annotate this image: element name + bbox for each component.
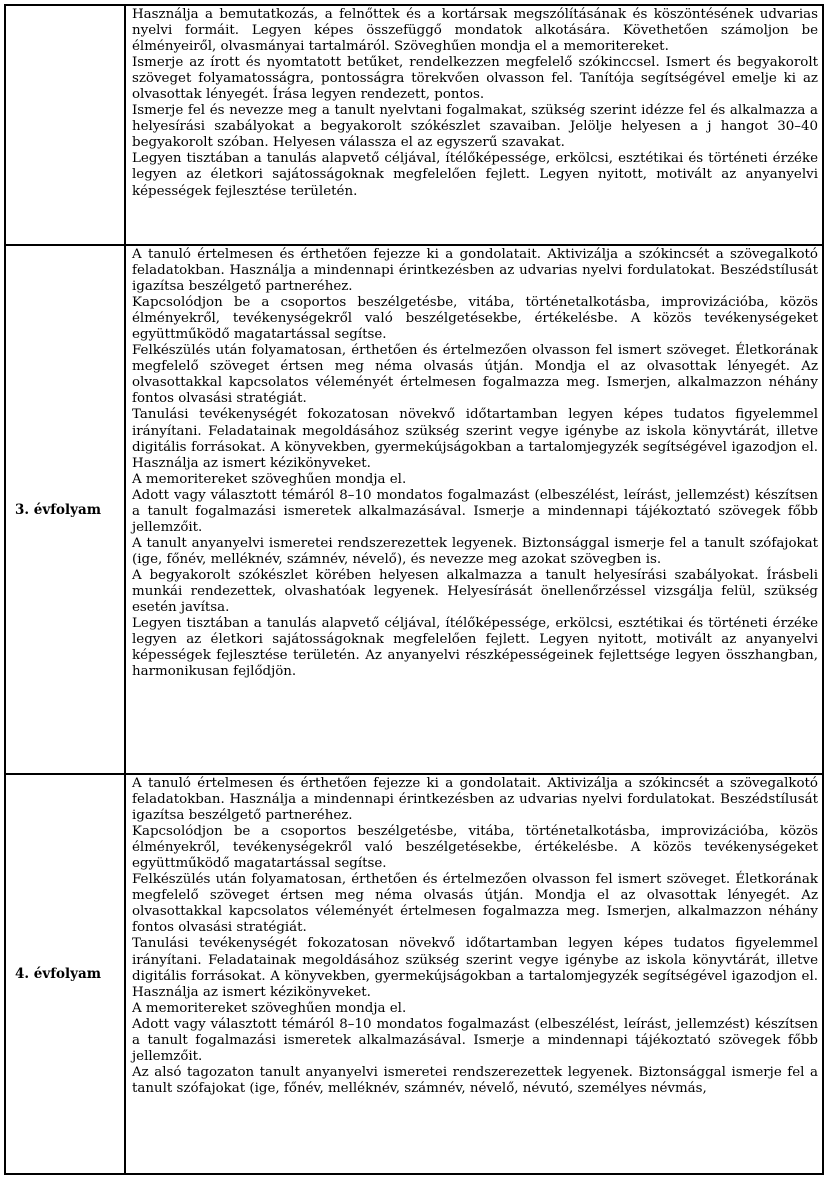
requirement-paragraph: Kapcsolódjon be a csoportos beszélgetésbe, vitába, történetalkotásba, improvizációba, közös élményekről, tevékenységekről való beszélgetésekbe, értékelésbe. A közös tevékenységeket együttműködő magatartással segítse. — [132, 824, 818, 872]
requirement-paragraph: Az alsó tagozaton tanult anyanyelvi ismeretei rendszerezettek legyenek. Biztonsággal ismerje fel a tanult szófajokat (ige, főnév, melléknév, számnév, névelő, névutó, személyes névmás, — [132, 1064, 818, 1096]
requirement-paragraph: A memoritereket szöveghűen mondja el. — [132, 1000, 407, 1016]
requirement-paragraph: Legyen tisztában a tanulás alapvető céljával, ítélőképessége, erkölcsi, esztétikai és történeti érzéke legyen az életkori sajátosságoknak megfelelően fejlett. Legyen nyitott, motivált az anyanyelvi képességek fejlesztése területén. — [132, 151, 818, 199]
requirement-paragraph: Ismerje fel és nevezze meg a tanult nyelvtani fogalmakat, szükség szerint idézze fel és alkalmazza a helyesírási szabályokat a begyakorolt szókészlet szavaiban. Jelölje helyesen a j hangot 30–40 begyakorolt szóban. Helyesen válassza el az egyszerű szavakat. — [132, 103, 818, 151]
requirement-paragraph: Tanulási tevékenységét fokozatosan növekvő időtartamban legyen képes tudatos figyelemmel irányítani. Feladatainak megoldásához szükség szerint vegye igénybe az iskola könyvtárát, illetve digitális forrásokat. A könyvekben, gyermekújságokban a tartalomjegyzék segítségével igazodjon el. Használja az ismert kézikönyveket. — [132, 936, 818, 1000]
requirement-paragraph: A tanuló értelmesen és érthetően fejezze ki a gondolatait. Aktivizálja a szókincsét a szövegalkotó feladatokban. Használja a mindennapi érintkezésben az udvarias nyelvi fordulatokat. Beszédstílusát igazítsa beszélgető partneréhez. — [132, 247, 818, 295]
table-row — [6, 775, 822, 1173]
requirement-paragraph: Felkészülés után folyamatosan, érthetően és értelmezően olvasson fel ismert szöveget. Életkorának megfelelő szöveget értsen meg néma olvasás útján. Mondja el az olvasottak lényegét. Az olvasottakkal kapcsolatos véleményét értelmesen fogalmazza meg. Ismerjen, alkalmazzon néhány fontos olvasási stratégiát. — [132, 343, 818, 407]
requirement-paragraph: Kapcsolódjon be a csoportos beszélgetésbe, vitába, történetalkotásba, improvizációba, közös élményekről, tevékenységekről való beszélgetésekbe, értékelésbe. A közös tevékenységeket együttműködő magatartással segítse. — [132, 295, 818, 343]
requirement-paragraph: A memoritereket szöveghűen mondja el. — [132, 471, 407, 487]
requirement-paragraph: Legyen tisztában a tanulás alapvető céljával, ítélőképessége, erkölcsi, esztétikai és történeti érzéke legyen az életkori sajátosságoknak megfelelően fejlett. Legyen nyitott, motivált az anyanyelvi képességek fejlesztése területén. Az anyanyelvi részképességeinek fejlettsége legyen összhangban, harmonikusan fejlődjön. — [132, 616, 818, 680]
requirements-text-cell — [126, 775, 822, 1173]
table-row — [6, 246, 822, 775]
grade-label: 4. évfolyam — [15, 966, 102, 982]
requirement-paragraph: Használja a bemutatkozás, a felnőttek és a kortársak megszólításának és köszöntésének udvarias nyelvi formáit. Legyen képes összefüggő mondatok alkotására. Követhetően számoljon be élményeiről, olvasmányai tartalmáról. Szöveghűen mondja el a memoritereket. — [132, 7, 818, 55]
requirement-paragraph: Adott vagy választott témáról 8–10 mondatos fogalmazást (elbeszélést, leírást, jellemzést) készítsen a tanult fogalmazási ismeretek alkalmazásával. Ismerje a mindennapi tájékoztató szövegek főbb jellemzőit. — [132, 487, 818, 535]
requirement-paragraph: Ismerje az írott és nyomtatott betűket, rendelkezzen megfelelő szókinccsel. Ismert és begyakorolt szöveget folyamatosságra, pontosságra törekvően olvasson fel. Tanítója segítségével emelje ki az olvasottak lényegét. Írása legyen rendezett, pontos. — [132, 55, 818, 103]
requirement-paragraph: Adott vagy választott témáról 8–10 mondatos fogalmazást (elbeszélést, leírást, jellemzést) készítsen a tanult fogalmazási ismeretek alkalmazásával. Ismerje a mindennapi tájékoztató szövegek főbb jellemzőit. — [132, 1016, 818, 1064]
grade-label: 3. évfolyam — [15, 501, 102, 518]
grade-label-cell — [6, 6, 126, 244]
requirement-paragraph: A begyakorolt szókészlet körében helyesen alkalmazza a tanult helyesírási szabályokat. Írásbeli munkái rendezettek, olvashatóak legyenek. Helyesírását önellenőrzéssel vizsgálja felül, szükség esetén javítsa. — [132, 567, 818, 616]
requirement-paragraph: Tanulási tevékenységét fokozatosan növekvő időtartamban legyen képes tudatos figyelemmel irányítani. Feladatainak megoldásához szükség szerint vegye igénybe az iskola könyvtárát, illetve digitális forrásokat. A könyvekben, gyermekújságokban a tartalomjegyzék segítségével igazodjon el. Használja az ismert kézikönyveket. — [132, 407, 818, 471]
grade-label-cell — [6, 775, 126, 1173]
requirement-paragraph: A tanuló értelmesen és érthetően fejezze ki a gondolatait. Aktivizálja a szókincsét a szövegalkotó feladatokban. Használja a mindennapi érintkezésben az udvarias nyelvi fordulatokat. Beszédstílusát igazítsa beszélgető partneréhez. — [132, 776, 818, 824]
grade-label-cell — [6, 246, 126, 773]
requirements-table — [4, 4, 824, 1175]
requirements-text-cell — [126, 6, 822, 244]
requirement-paragraph: Felkészülés után folyamatosan, érthetően és értelmezően olvasson fel ismert szöveget. Életkorának megfelelő szöveget értsen meg néma olvasás útján. Mondja el az olvasottak lényegét. Az olvasottakkal kapcsolatos véleményét értelmesen fogalmazza meg. Ismerjen, alkalmazzon néhány fontos olvasási stratégiát. — [132, 872, 818, 936]
requirement-paragraph: A tanult anyanyelvi ismeretei rendszerezettek legyenek. Biztonsággal ismerje fel a tanult szófajokat (ige, főnév, melléknév, számnév, névelő), és nevezze meg azokat szövegben is. — [132, 535, 818, 567]
table-row — [6, 6, 822, 246]
requirements-text-cell — [126, 246, 822, 773]
